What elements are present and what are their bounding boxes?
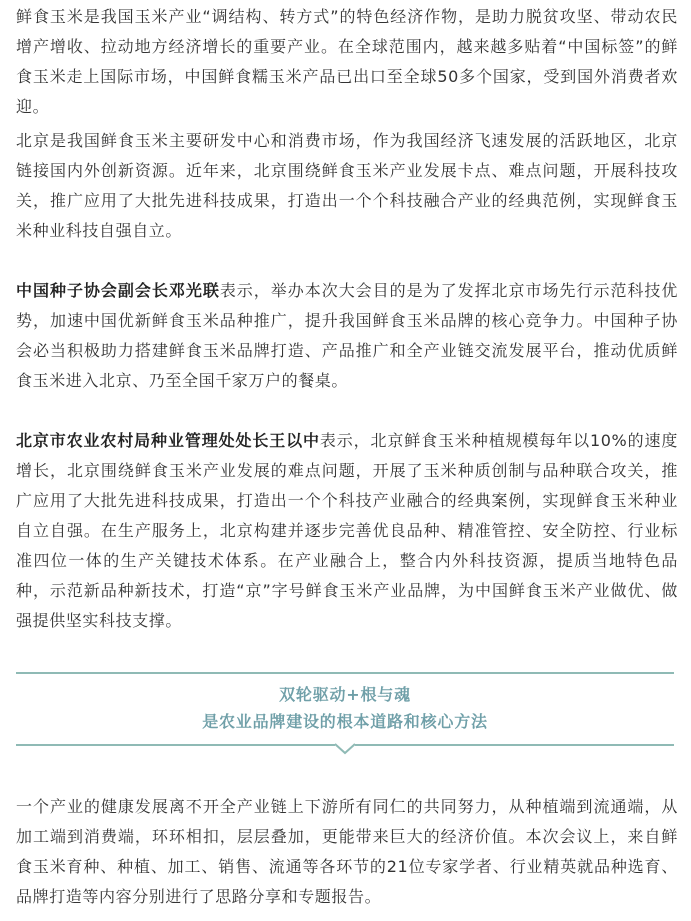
paragraph-text: 鲜食玉米是我国玉米产业“调结构、转方式”的特色经济作物，是助力脱贫攻坚、带动农民增产增收、拉动地方经济增长的重要产业。在全球范围内，越来越多贴着“中国标签”的鲜食玉米走上国际市场，中国鲜食糯玉米产品已出口至全球50多个国家，受到国外消费者欢迎。 (16, 7, 678, 116)
section-title-line2: 是农业品牌建设的根本道路和核心方法 (202, 712, 488, 731)
speaker-name: 北京市农业农村局种业管理处处长王以中 (16, 431, 320, 450)
divider-bottom-right (355, 744, 674, 746)
paragraph-text: 表示，北京鲜食玉米种植规模每年以10%的速度增长，北京围绕鲜食玉米产业发展的难点问题，开展了玉米种质创制与品种联合攻关，推广应用了大批先进科技成果，打造出一个个科技产业融合的经典案例，实现鲜食玉米种业自立自强。在生产服务上，北京构建并逐步完善优良品种、精准管控、安全防控、行业标准四位一体的生产关键技术体系。在产业融合上，整合内外科技资源，提质当地特色品种，示范新品种新技术，打造“京”字号鲜食玉米产业品牌，为中国鲜食玉米产业做优、做强提供坚实科技支撑。 (16, 431, 678, 630)
chevron-down-icon (334, 743, 356, 755)
paragraph-text: 一个产业的健康发展离不开全产业链上下游所有同仁的共同努力，从种植端到流通端，从加工端到消费端，环环相扣，层层叠加，更能带来巨大的经济价值。本次会议上，来自鲜食玉米育种、种植、加工、销售、流通等各环节的21位专家学者、行业精英就品种选育、品牌打造等内容分别进行了思路分享和专题报告。 (16, 797, 678, 906)
speaker-name: 中国种子协会副会长邓光联 (16, 281, 220, 300)
paragraph-intro (16, 2, 678, 122)
paragraph-text: 表示，举办本次大会目的是为了发挥北京市场先行示范科技优势，加速中国优新鲜食玉米品种推广，提升我国鲜食玉米品牌的核心竞争力。中国种子协会必当积极助力搭建鲜食玉米品牌打造、产品推广和全产业链交流发展平台，推动优质鲜食玉米进入北京、乃至全国千家万户的餐桌。 (16, 281, 678, 390)
section-heading-box (16, 672, 674, 746)
paragraph-industry (16, 792, 678, 912)
divider-top (16, 672, 674, 674)
section-title-line1: 双轮驱动+根与魂 (279, 685, 411, 704)
paragraph-quote-deng (16, 276, 678, 396)
divider-bottom-left (16, 744, 335, 746)
paragraph-text: 北京是我国鲜食玉米主要研发中心和消费市场，作为我国经济飞速发展的活跃地区，北京链接国内外创新资源。近年来，北京围绕鲜食玉米产业发展卡点、难点问题，开展科技攻关，推广应用了大批先进科技成果，打造出一个个科技融合产业的经典范例，实现鲜食玉米种业科技自强自立。 (16, 131, 678, 240)
paragraph-beijing (16, 126, 678, 246)
paragraph-quote-wang (16, 426, 678, 636)
